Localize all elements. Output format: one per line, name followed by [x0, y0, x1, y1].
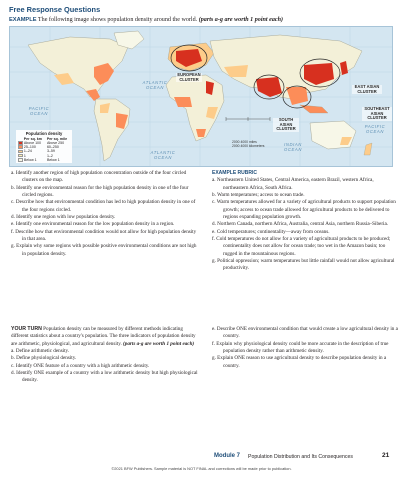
- atlantic-ocean-south-label: ATLANTIC OCEAN: [150, 150, 176, 160]
- rubric-item: [212, 258, 398, 273]
- question-item-text: Explain why some regions with possible positive environmental conditions are not high in population density.: [16, 243, 197, 257]
- page-footer: [0, 452, 403, 464]
- your-turn-right: [212, 326, 398, 370]
- legend-mile-value: 1–2: [46, 153, 53, 158]
- question-item-letter: f.: [11, 228, 14, 235]
- legend-rows: [18, 141, 70, 162]
- european-cluster-label: EUROPEAN CLUSTER: [177, 72, 201, 82]
- question-item: [11, 221, 201, 228]
- rubric-item-text: Warm temperatures; access to ocean trade.: [217, 192, 305, 199]
- your-turn-item-text: Identify ONE feature of a country with a high arithmetic density.: [15, 362, 150, 369]
- your-turn-list-right: [212, 326, 398, 370]
- question-item-text: Identify one environmental reason for the high population density in one of the four circled regions.: [16, 184, 189, 199]
- indian-ocean-label: INDIAN OCEAN: [284, 142, 302, 152]
- legend-swatch: [18, 154, 23, 158]
- your-turn-item-letter: b.: [11, 355, 15, 362]
- your-turn-points: (parts a-g are worth 1 point each): [123, 340, 195, 347]
- question-item: [11, 243, 201, 258]
- your-turn-list-left: [11, 348, 201, 385]
- rubric-item-letter: e.: [212, 228, 216, 235]
- legend-mile-value: 60–250: [46, 145, 59, 150]
- your-turn-item-text: Define arithmetic density.: [15, 348, 70, 355]
- your-turn-item: [11, 370, 201, 385]
- rubric-item: [212, 236, 398, 258]
- scale-miles: 2000 4000 miles: [232, 140, 257, 144]
- legend-km-value: Below 1: [23, 157, 37, 162]
- legend-mile-value: Below 1: [46, 157, 60, 162]
- map-scale: [232, 140, 264, 148]
- southeast-asian-cluster-label: SOUTHEAST ASIAN CLUSTER: [362, 107, 392, 121]
- question-item: [11, 185, 201, 200]
- legend-col-km: Per sq. km: [23, 136, 42, 141]
- your-turn-intro: [11, 326, 201, 348]
- your-turn-item-text: Define physiological density.: [16, 355, 77, 362]
- legend-km-value: 25–100: [23, 145, 36, 150]
- question-item-letter: a.: [11, 170, 15, 176]
- question-item-text: Identify one region with low population density.: [16, 214, 116, 221]
- rubric-item-letter: d.: [212, 221, 216, 228]
- your-turn-item-text: Describe ONE environmental condition that would create a low agricultural density in a country.: [216, 326, 398, 340]
- rubric-item-letter: g.: [212, 258, 216, 265]
- legend-km-value: Above 100: [23, 140, 42, 145]
- question-item: [11, 229, 201, 244]
- example-points: (parts a-g are worth 1 point each): [198, 17, 284, 23]
- module-title: Population Distribution and Its Consequences: [248, 453, 353, 460]
- question-list: [11, 170, 201, 258]
- example-prompt: [9, 17, 399, 23]
- section-heading: Free Response Questions: [9, 5, 101, 14]
- rubric-item: [212, 221, 398, 228]
- rubric-item: [212, 177, 398, 192]
- your-turn-item-text: Identify ONE example of a country with a low arithmetic density but high physiological density.: [16, 370, 198, 384]
- question-item-letter: c.: [11, 199, 15, 206]
- pacific-ocean-west-label: PACIFIC OCEAN: [28, 106, 50, 116]
- rubric-item-letter: c.: [212, 199, 216, 206]
- your-turn-item-letter: c.: [11, 362, 15, 369]
- population-density-map: [9, 26, 393, 167]
- example-questions: [11, 170, 201, 258]
- module-label: Module 7: [214, 453, 241, 459]
- question-item-letter: d.: [11, 214, 15, 221]
- your-turn-item: [212, 341, 398, 356]
- legend-title: Population density: [25, 130, 63, 136]
- your-turn-item-letter: d.: [11, 370, 15, 377]
- page-number: 21: [382, 452, 390, 459]
- legend-km-value: 1–24: [23, 149, 32, 154]
- legend-swatch: [18, 141, 23, 145]
- atlantic-ocean-north-label: ATLANTIC OCEAN: [142, 80, 168, 90]
- legend-swatch: [18, 158, 23, 162]
- map-legend: [16, 130, 72, 163]
- legend-col-mile: Per sq. mile: [46, 136, 68, 141]
- rubric-item-text: Cold temperatures; continentality—away from oceans.: [216, 228, 330, 235]
- rubric-item-text: Warm temperatures allowed for a variety of agricultural products to support population growth; access to ocean trade allowed for agricultural products to be delivered to regions expanding population growth.: [216, 199, 396, 221]
- rubric-item-text: Political oppression; warm temperatures but little rainfall would not allow agricultural productivity.: [217, 258, 395, 272]
- legend-mile-value: Above 250: [46, 140, 65, 145]
- question-item-text: Describe how that environmental condition has led to high population density in one of the four regions circled.: [15, 199, 196, 213]
- legend-km-value: 1: [23, 153, 26, 158]
- rubric-title: EXAMPLE RUBRIC: [212, 170, 258, 176]
- south-asian-cluster-label: SOUTH ASIAN CLUSTER: [273, 118, 299, 132]
- your-turn-item-text: Explain why physiological density could be more accurate in the description of true population density rather than arithmetic density.: [216, 340, 389, 355]
- scale-km: 2000 4000 kilometers: [232, 144, 265, 148]
- question-item-text: Describe how that environmental condition would not allow for high population density in that area.: [15, 228, 197, 243]
- example-text: The following image shows population density around the world.: [37, 17, 198, 23]
- example-rubric: [212, 170, 398, 273]
- your-turn-item: [11, 363, 201, 370]
- rubric-item: [212, 229, 398, 236]
- rubric-item-text: Northeastern United States, Central America, eastern Brazil, western Africa, northeastern Africa, South Africa.: [216, 177, 374, 191]
- rubric-list: [212, 177, 398, 272]
- question-item-text: Identify one environmental reason for the low population density in a region.: [15, 221, 175, 228]
- rubric-item: [212, 199, 398, 221]
- east-asian-cluster-label: EAST ASIAN CLUSTER: [352, 85, 382, 94]
- legend-mile-value: 3–59: [46, 149, 55, 154]
- question-item-letter: b.: [11, 184, 15, 191]
- your-turn-label: YOUR TURN: [11, 326, 42, 332]
- question-item-letter: e.: [11, 221, 15, 228]
- your-turn-item: [212, 326, 398, 341]
- question-item: [11, 199, 201, 214]
- your-turn-item-letter: g.: [212, 355, 216, 362]
- your-turn-item-letter: a.: [11, 348, 15, 355]
- your-turn-text: Population density can be measured by different methods indicating different statistics about a country's population. The three indicators of population density are arithmetic, physiological, and agricultural density.: [11, 326, 196, 347]
- your-turn-item: [11, 355, 201, 362]
- rubric-item-letter: b.: [212, 192, 216, 199]
- rubric-item-letter: a.: [212, 177, 216, 184]
- your-turn-item-letter: f.: [212, 340, 215, 347]
- question-item-letter: g.: [11, 243, 15, 250]
- rubric-item-letter: f.: [212, 236, 215, 243]
- example-label: EXAMPLE: [9, 17, 37, 23]
- pacific-ocean-east-label: PACIFIC OCEAN: [364, 124, 386, 134]
- copyright-notice: ©2021 BFW Publishers. Sample material is NOT FINAL and corrections will be made prior to publication.: [111, 466, 292, 471]
- legend-swatch: [18, 150, 23, 154]
- your-turn-item-text: Explain ONE reason to use agricultural density to describe population density in a country.: [217, 355, 387, 369]
- your-turn-left: [11, 326, 201, 385]
- rubric-item-text: Cold temperatures do not allow for a variety of agricultural products to be produced; continentality does not allow for ocean trade; too wet in the Amazon basin; too rugged in the mountainous regions.: [216, 236, 391, 257]
- rubric-item-text: Northern Canada, northern Africa, Australia, central Asia, northern Russia–Siberia.: [217, 221, 389, 228]
- legend-row: [18, 158, 70, 162]
- question-item: [11, 170, 201, 185]
- legend-swatch: [18, 145, 23, 149]
- your-turn-item: [212, 355, 398, 370]
- question-item-text: Identify another region of high population concentration outside of the four circled clusters on the map.: [15, 170, 187, 184]
- your-turn-item-letter: e.: [212, 326, 216, 332]
